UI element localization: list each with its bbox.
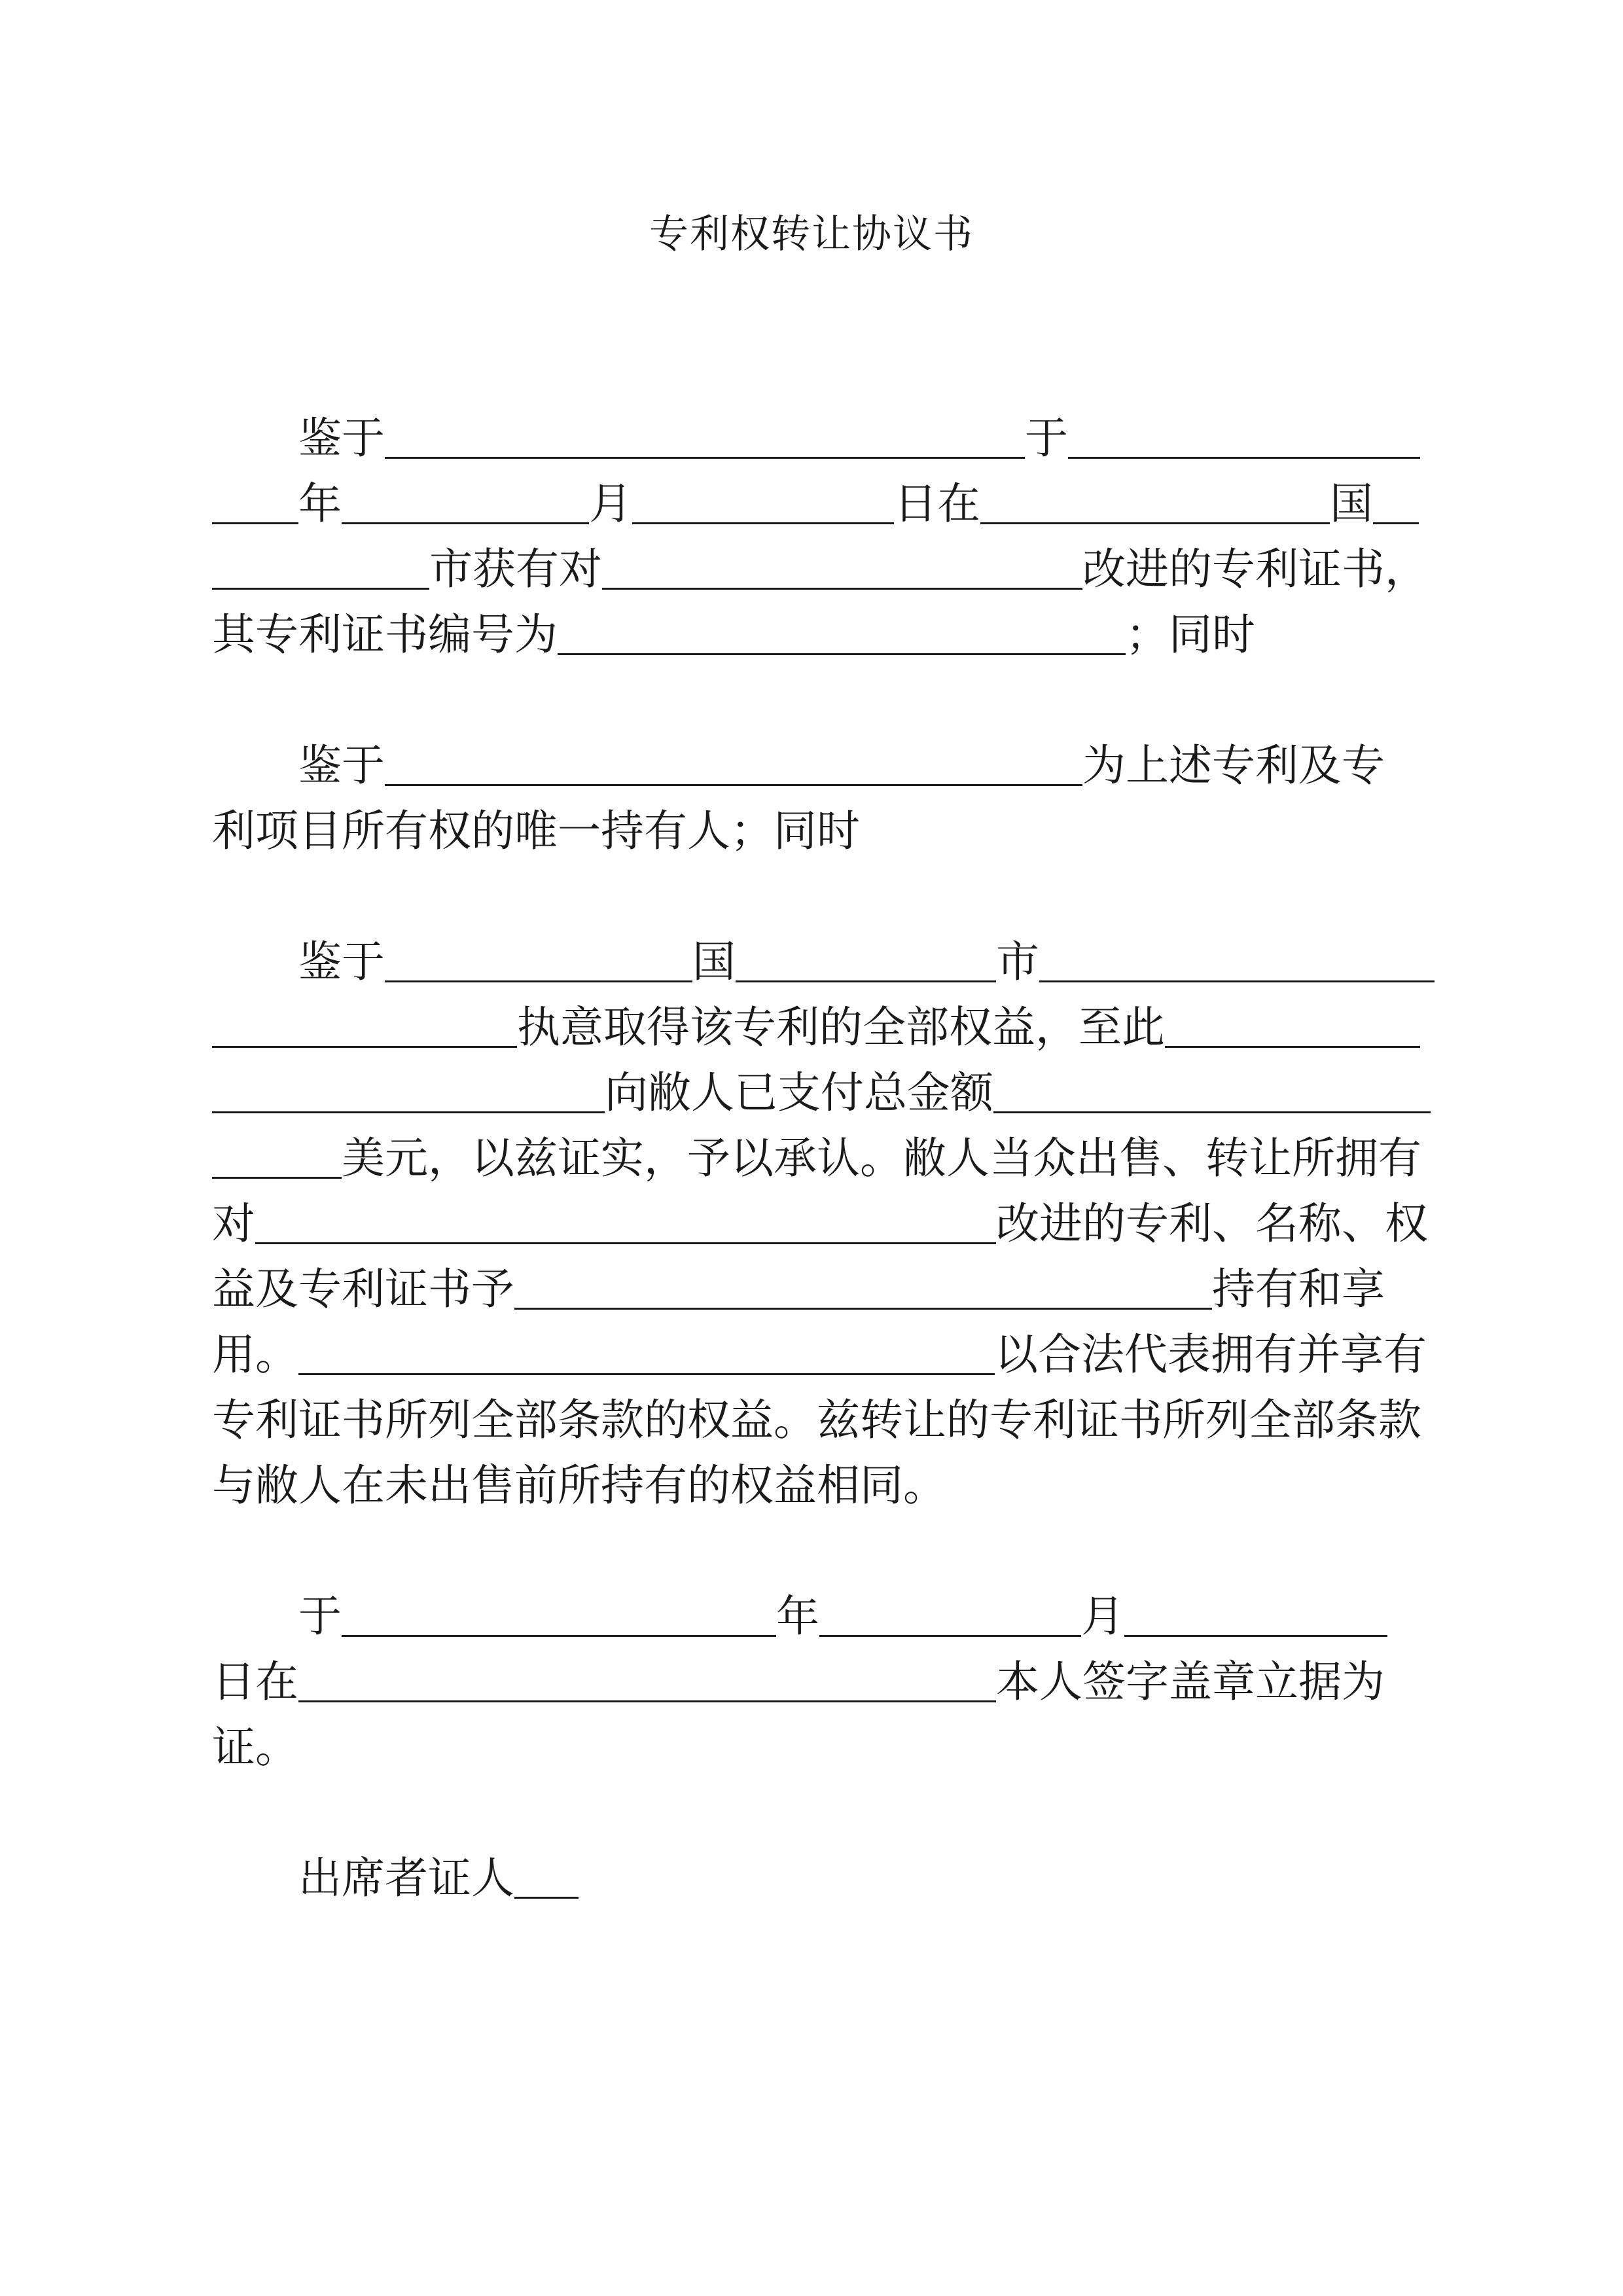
text-segment: 益及专利证书予 — [212, 1264, 514, 1314]
text-segment: 于 — [298, 1591, 342, 1641]
blank-field[interactable] — [558, 602, 1126, 655]
text-segment: 其专利证书编号为 — [212, 609, 558, 660]
blank-field[interactable] — [255, 1191, 996, 1244]
text-segment: 年 — [776, 1591, 819, 1641]
p3-line-2 — [212, 995, 1442, 1060]
p1-line-3 — [212, 537, 1442, 602]
text-segment: 与敝人在未出售前所持有的权益相同。 — [212, 1460, 946, 1511]
blank-field[interactable] — [514, 1257, 1212, 1310]
p4-line-2 — [212, 1649, 1442, 1715]
p4-line-1 — [298, 1584, 1442, 1649]
text-segment: 向敝人已支付总金额 — [605, 1067, 993, 1118]
p5-line-1 — [298, 1846, 1442, 1911]
text-segment: 国 — [1330, 478, 1373, 529]
blank-field[interactable] — [212, 471, 298, 524]
blank-field[interactable] — [385, 929, 692, 982]
p3-line-5 — [212, 1191, 1442, 1257]
text-segment: 国 — [692, 937, 736, 987]
p1-line-1 — [298, 406, 1442, 471]
blank-field[interactable] — [1165, 995, 1420, 1048]
p3-line-1 — [298, 929, 1442, 995]
blank-field[interactable] — [1068, 406, 1420, 459]
text-segment: 年 — [298, 478, 342, 529]
p2-line-2 — [212, 798, 1442, 864]
text-segment: 对 — [212, 1198, 255, 1249]
text-segment: 美元，以兹证实，予以承认。敝人当众出售、转让所拥有 — [342, 1133, 1421, 1183]
text-segment: 用。 — [212, 1329, 298, 1380]
text-segment: 鉴于 — [298, 740, 385, 791]
p3-line-4 — [212, 1126, 1442, 1191]
blank-field[interactable] — [298, 1322, 995, 1375]
blank-field[interactable] — [298, 1649, 996, 1702]
text-segment: 日在 — [894, 478, 980, 529]
blank-field[interactable] — [993, 1060, 1431, 1113]
text-segment: 为上述专利及专 — [1082, 740, 1385, 791]
witness-label: 出席者证人 — [298, 1853, 514, 1903]
text-segment: 改进的专利证书， — [1082, 544, 1428, 594]
p1-line-2 — [212, 471, 1442, 537]
blank-field[interactable] — [342, 471, 589, 524]
p3-line-8 — [212, 1388, 1442, 1453]
p1-line-4 — [212, 602, 1442, 668]
blank-field[interactable] — [385, 406, 1025, 459]
document-title: 专利权转让协议书 — [649, 211, 974, 257]
blank-field[interactable] — [602, 537, 1082, 590]
blank-field[interactable] — [736, 929, 996, 982]
text-segment: 以合法代表拥有并享有 — [995, 1329, 1427, 1380]
blank-field[interactable] — [212, 1060, 605, 1113]
text-segment: ；同时 — [1126, 609, 1255, 660]
blank-field[interactable] — [385, 733, 1082, 786]
text-segment: 于 — [1025, 413, 1068, 463]
blank-field[interactable] — [212, 995, 517, 1048]
p3-line-9 — [212, 1453, 1442, 1518]
blank-field[interactable] — [1373, 471, 1419, 524]
text-segment: 月 — [589, 478, 632, 529]
text-segment: 本人签字盖章立据为 — [996, 1657, 1385, 1707]
text-segment: 日在 — [212, 1657, 298, 1707]
p3-line-7 — [212, 1322, 1442, 1388]
blank-field[interactable] — [1039, 929, 1435, 982]
blank-field[interactable] — [819, 1584, 1081, 1637]
blank-field[interactable] — [632, 471, 894, 524]
text-segment: 执意取得该专利的全部权益，至此 — [517, 1002, 1165, 1052]
blank-field[interactable] — [342, 1584, 776, 1637]
text-segment: 市 — [996, 937, 1039, 987]
p2-line-1 — [298, 733, 1442, 798]
text-segment: 改进的专利、名称、权 — [996, 1198, 1428, 1249]
text-segment: 鉴于 — [298, 937, 385, 987]
text-segment: 市获有对 — [429, 544, 602, 594]
text-segment: 月 — [1081, 1591, 1124, 1641]
text-segment: 专利证书所列全部条款的权益。兹转让的专利证书所列全部条款 — [212, 1395, 1421, 1445]
text-segment: 利项目所有权的唯一持有人；同时 — [212, 806, 860, 856]
p3-line-3 — [212, 1060, 1442, 1126]
blank-field[interactable] — [980, 471, 1330, 524]
blank-field[interactable] — [1124, 1584, 1387, 1637]
text-segment: 持有和享 — [1212, 1264, 1385, 1314]
blank-field[interactable] — [212, 537, 429, 590]
p3-line-6 — [212, 1257, 1442, 1322]
witness-blank-field[interactable] — [514, 1846, 579, 1899]
text-segment: 证。 — [212, 1722, 298, 1772]
p4-line-3 — [212, 1715, 1442, 1780]
text-segment: 鉴于 — [298, 413, 385, 463]
blank-field[interactable] — [212, 1126, 342, 1179]
